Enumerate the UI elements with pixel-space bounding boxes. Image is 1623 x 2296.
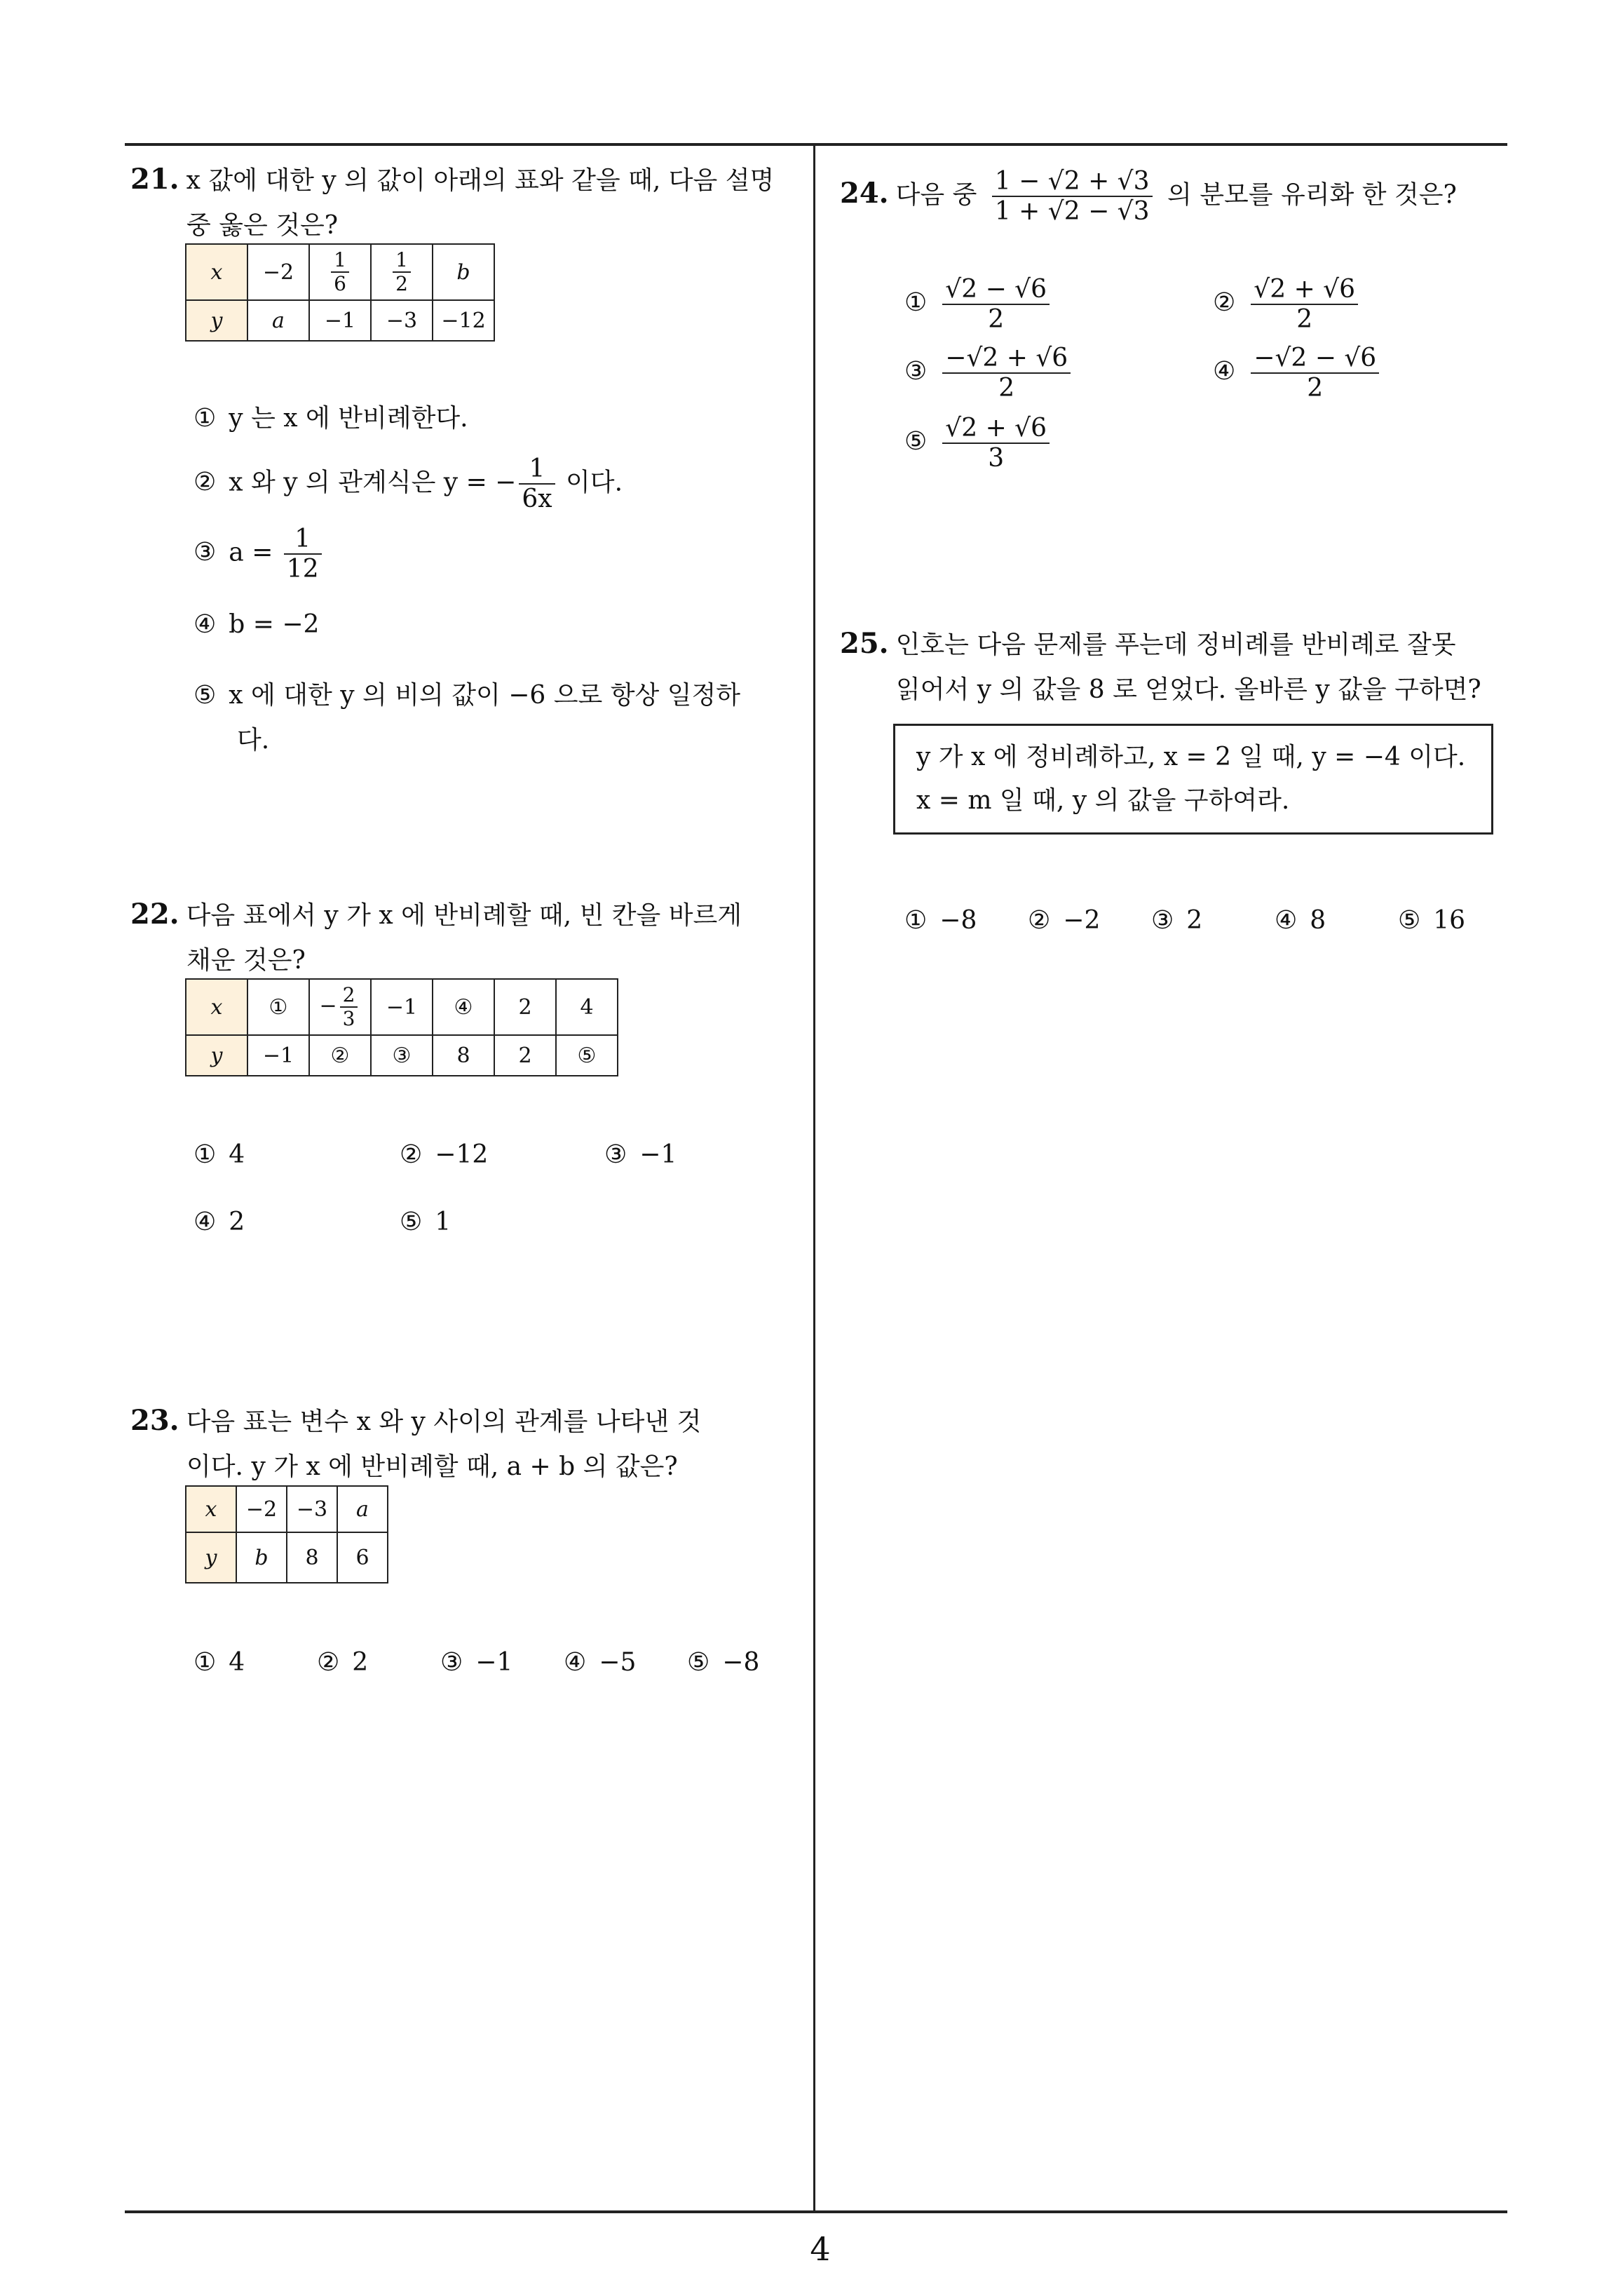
table-row-x <box>186 244 494 300</box>
table-cell: a <box>337 1486 388 1532</box>
table-cell: 8 <box>287 1532 337 1583</box>
question-stem-cont: 의 분모를 유리화 한 것은? <box>1167 180 1457 210</box>
table-cell: ② <box>309 1035 371 1076</box>
table-cell: −1 <box>371 979 433 1035</box>
table-cell: ③ <box>371 1035 433 1076</box>
table-cell: −3 <box>371 300 433 341</box>
q25-choice-2[interactable]: ② −2 <box>1028 906 1101 935</box>
q21-choice-1[interactable]: ① y 는 x 에 반비례한다. <box>193 404 468 433</box>
question-22 <box>130 892 803 983</box>
table-cell: 6 <box>337 1532 388 1583</box>
question-stem: x 값에 대한 y 의 값이 아래의 표와 같을 때, 다음 설명 <box>186 166 775 195</box>
table-row-y <box>186 1035 618 1076</box>
table-cell: 2 <box>494 1035 556 1076</box>
q21-table <box>185 243 495 342</box>
question-25 <box>840 621 1506 713</box>
table-cell: y <box>186 300 247 341</box>
table-cell: −1 <box>309 300 371 341</box>
q23-choice-1[interactable]: ① 4 <box>193 1648 245 1677</box>
question-23 <box>130 1398 803 1490</box>
table-cell: −2 <box>247 244 309 300</box>
q21-choice-4[interactable]: ④ b = −2 <box>193 610 320 639</box>
q24-choice-3[interactable]: ③ $\frac{-√2 + √6}{2}$ <box>904 344 1073 403</box>
top-rule <box>125 143 1507 146</box>
q21-choice-2[interactable]: ② x 와 y 의 관계식은 y = − $\frac{1}{6x}$ 이다. <box>193 454 623 514</box>
table-cell: ① <box>247 979 309 1035</box>
question-21 <box>130 157 803 248</box>
question-stem: 인호는 다음 문제를 푸는데 정비례를 반비례로 잘못 <box>895 630 1456 659</box>
q22-choice-4[interactable]: ④ 2 <box>193 1208 245 1236</box>
table-cell: −1 <box>247 1035 309 1076</box>
question-stem-cont: 읽어서 y 의 값을 8 로 얻었다. 올바른 y 값을 구하면? <box>896 675 1481 704</box>
table-cell: ④ <box>433 979 494 1035</box>
table-cell: x <box>186 1486 236 1532</box>
q22-choice-1[interactable]: ① 4 <box>193 1140 245 1169</box>
problem-box-line: y 가 x 에 정비례하고, x = 2 일 때, y = −4 이다. <box>916 743 1466 771</box>
q23-choice-4[interactable]: ④ −5 <box>564 1648 637 1677</box>
question-stem: 다음 표에서 y 가 x 에 반비례할 때, 빈 칸을 바르게 <box>186 901 742 930</box>
q25-choice-1[interactable]: ① −8 <box>904 906 977 935</box>
column-divider <box>813 143 815 2212</box>
table-cell: b <box>236 1532 287 1583</box>
expression-fraction: $\frac{1 - √2 + √3}{1 + √2 - √3}$ <box>992 167 1153 227</box>
question-stem-cont: 중 옳은 것은? <box>186 211 339 240</box>
table-cell: 4 <box>556 979 618 1035</box>
q22-choice-2[interactable]: ② −12 <box>400 1140 489 1169</box>
q21-choice-5[interactable]: ⑤ x 에 대한 y 의 비의 값이 −6 으로 항상 일정하 다. <box>193 681 741 755</box>
question-number: 23. <box>130 1404 179 1437</box>
question-number: 21. <box>130 163 179 196</box>
q25-choice-5[interactable]: ⑤ 16 <box>1398 906 1466 935</box>
question-number: 25. <box>840 627 889 660</box>
bottom-rule <box>125 2210 1507 2213</box>
table-cell: −3 <box>287 1486 337 1532</box>
q24-choice-4[interactable]: ④ $\frac{-√2 - √6}{2}$ <box>1213 344 1382 403</box>
q24-choice-1[interactable]: ① $\frac{√2 - √6}{2}$ <box>904 275 1052 335</box>
table-cell: 8 <box>433 1035 494 1076</box>
q23-table <box>185 1485 388 1583</box>
table-cell: −2 <box>236 1486 287 1532</box>
q22-choice-3[interactable]: ③ −1 <box>604 1140 677 1169</box>
table-cell: y <box>186 1035 247 1076</box>
table-cell: b <box>433 244 494 300</box>
table-row-y <box>186 300 494 341</box>
q23-choice-2[interactable]: ② 2 <box>317 1648 369 1677</box>
table-cell: $\frac{1}{2}$ <box>371 244 433 300</box>
question-stem-cont: 채운 것은? <box>186 946 306 975</box>
table-cell: 2 <box>494 979 556 1035</box>
problem-box <box>893 724 1493 835</box>
q24-choice-5[interactable]: ⑤ $\frac{√2 + √6}{3}$ <box>904 414 1052 473</box>
q22-choice-5[interactable]: ⑤ 1 <box>400 1208 451 1236</box>
q25-choice-3[interactable]: ③ 2 <box>1151 906 1203 935</box>
table-row-x <box>186 1486 388 1532</box>
table-cell: a <box>247 300 309 341</box>
page-number: 4 <box>810 2230 831 2268</box>
q23-choice-3[interactable]: ③ −1 <box>440 1648 513 1677</box>
question-stem-cont: 이다. y 가 x 에 반비례할 때, a + b 의 값은? <box>186 1452 678 1481</box>
table-cell: y <box>186 1532 236 1583</box>
question-stem: 다음 중 <box>895 180 977 210</box>
q21-choice-3[interactable]: ③ a = $\frac{1}{12}$ <box>193 525 325 584</box>
table-cell: −12 <box>433 300 494 341</box>
table-cell: $\frac{1}{6}$ <box>309 244 371 300</box>
question-number: 22. <box>130 898 179 931</box>
table-row-y <box>186 1532 388 1583</box>
question-24 <box>840 167 1499 227</box>
question-stem: 다음 표는 변수 x 와 y 사이의 관계를 나타낸 것 <box>186 1407 702 1436</box>
table-cell: ⑤ <box>556 1035 618 1076</box>
table-row-x <box>186 979 618 1035</box>
table-cell: − $\frac{2}{3}$ <box>309 979 371 1035</box>
table-cell: x <box>186 979 247 1035</box>
table-cell: x <box>186 244 247 300</box>
q23-choice-5[interactable]: ⑤ −8 <box>687 1648 760 1677</box>
q22-table <box>185 978 618 1076</box>
q25-choice-4[interactable]: ④ 8 <box>1275 906 1326 935</box>
question-number: 24. <box>840 177 889 210</box>
problem-box-line: x = m 일 때, y 의 값을 구하여라. <box>916 786 1290 815</box>
q24-choice-2[interactable]: ② $\frac{√2 + √6}{2}$ <box>1213 275 1361 335</box>
